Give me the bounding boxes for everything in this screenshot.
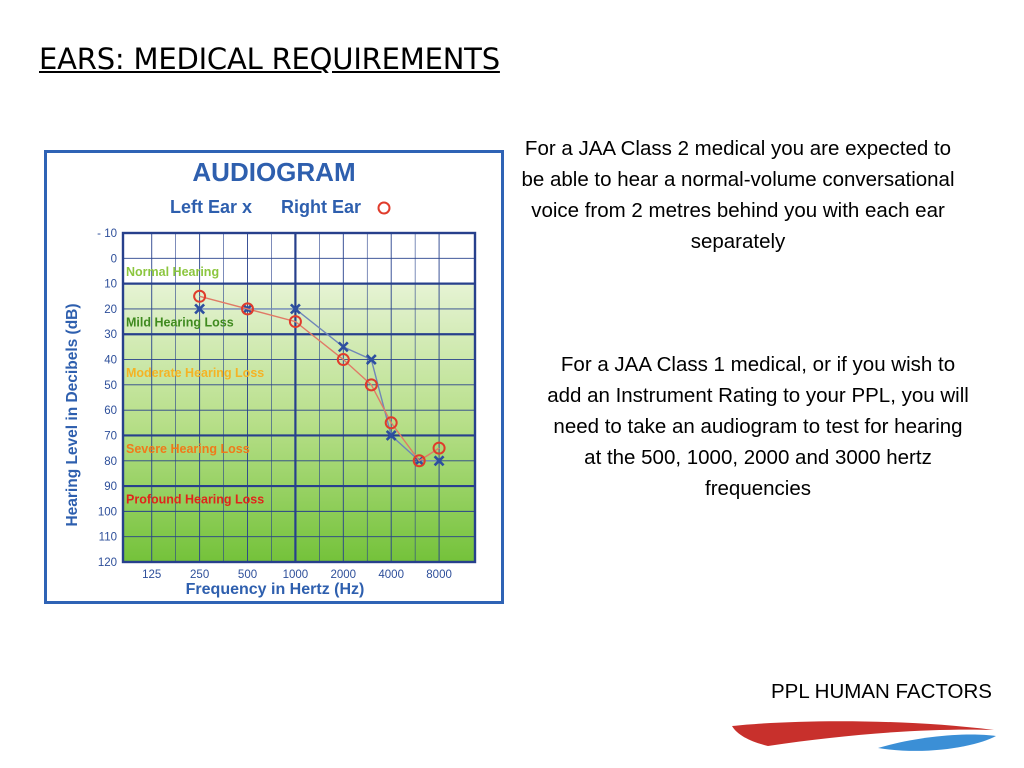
x-tick-label: 250 — [190, 569, 210, 581]
class-2-requirement-text: For a JAA Class 2 medical you are expected to be able to hear a normal-volume conversational voice from 2 metres behind you with each ear separately — [521, 137, 955, 253]
band-label: Severe Hearing Loss — [126, 442, 250, 457]
band-label: Mild Hearing Loss — [126, 315, 234, 330]
y-tick-label: 0 — [110, 253, 117, 266]
y-tick-label: 90 — [104, 481, 117, 494]
y-tick-label: 40 — [104, 354, 117, 367]
band-label: Profound Hearing Loss — [126, 492, 265, 507]
chart-title: AUDIOGRAM — [192, 157, 356, 187]
logo-blue-swoosh — [878, 735, 996, 751]
y-tick-label: - 10 — [97, 228, 117, 240]
x-tick-label: 8000 — [426, 569, 452, 581]
y-tick-label: 80 — [104, 455, 117, 468]
slide-title: EARS: MEDICAL REQUIREMENTS — [39, 42, 500, 76]
y-tick-label: 30 — [104, 329, 117, 342]
x-tick-label: 125 — [142, 569, 162, 581]
y-tick-label: 120 — [97, 557, 117, 569]
x-tick-label: 1000 — [282, 569, 309, 581]
y-axis-label: Hearing Level in Decibels (dB) — [64, 303, 81, 527]
y-tick-label: 50 — [104, 379, 117, 392]
band-label: Moderate Hearing Loss — [126, 366, 265, 381]
y-tick-label: 110 — [98, 531, 117, 544]
x-tick-label: 4000 — [378, 569, 404, 581]
plot-area — [97, 228, 475, 581]
y-tick-label: 100 — [97, 506, 117, 519]
legend-right-ear: Right Ear — [280, 197, 362, 217]
y-tick-label: 70 — [104, 430, 117, 443]
legend-left-ear: Left Ear x — [169, 197, 253, 217]
x-axis-label: Frequency in Hertz (Hz) — [185, 581, 365, 598]
y-tick-label: 10 — [104, 278, 117, 291]
y-tick-label: 60 — [104, 405, 117, 418]
x-tick-label: 500 — [237, 569, 258, 581]
band-label: Normal Hearing — [126, 264, 220, 279]
audiogram-svg — [47, 153, 501, 601]
x-tick-label: 2000 — [330, 569, 357, 581]
class-1-requirement-text: For a JAA Class 1 medical, or if you wish to add an Instrument Rating to your PPL, you will need to take an audiogram to test for hearing at the 500, 1000, 2000 and 3000 hertz frequencies — [547, 353, 969, 500]
logo-swoosh — [728, 716, 998, 764]
audiogram-chart — [44, 150, 504, 604]
legend-right-ear-marker — [379, 203, 390, 214]
footer-brand: PPL HUMAN FACTORS — [771, 680, 992, 703]
y-tick-label: 20 — [104, 303, 117, 316]
